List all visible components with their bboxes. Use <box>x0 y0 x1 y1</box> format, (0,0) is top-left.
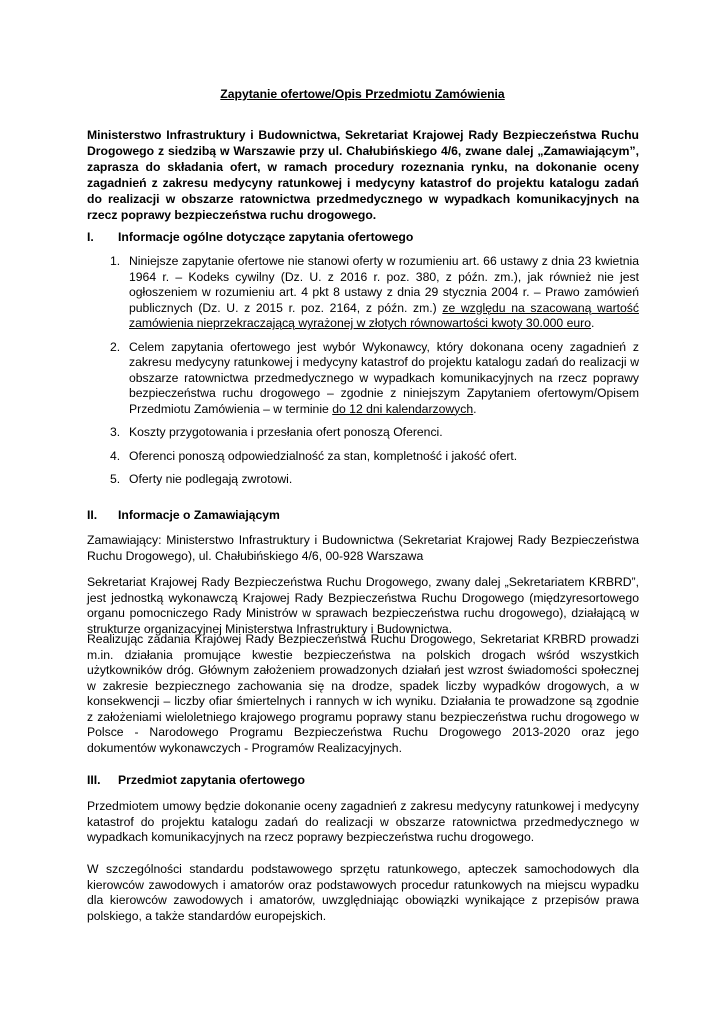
list-item-number: 1. <box>110 254 121 268</box>
section-3-paragraph-1: Przedmiotem umowy będzie dokonanie oceny zagadnień z zakresu medycyny ratunkowej i medycyny katastrof do projektu katalogu zadań do realizacji w obszarze ratownictwa przedmedycznego w wypadkach komunikacyjnych na rzecz poprawy bezpieczeństwa ruchu drogowego. <box>87 799 639 844</box>
section-1-title: Informacje ogólne dotyczące zapytania ofertowego <box>118 230 414 244</box>
section-3-paragraph-2: W szczególności standardu podstawowego sprzętu ratunkowego, apteczek samochodowych dla kierowców zawodowych i amatorów oraz podstawowych procedur ratunkowych na miejscu wypadku dla kierowców zawodowych i amatorów, uwzględniając obowiązki wynikające z przepisów prawa polskiego, a także standardów europejskich. <box>87 862 639 923</box>
list-item <box>110 340 639 418</box>
list-item-text <box>129 340 639 418</box>
list-item-text: Oferenci ponoszą odpowiedzialność za stan, kompletność i jakość ofert. <box>129 448 518 463</box>
list-item-number: 3. <box>110 425 121 439</box>
section-2-paragraph-1: Zamawiający: Ministerstwo Infrastruktury i Budownictwa (Sekretariat Krajowej Rady Bezpieczeństwa Ruchu Drogowego), ul. Chałubińskiego 4/6, 00-928 Warszawa <box>87 533 639 563</box>
list-item-underlined: ze względu na szacowaną wartość zamówienia nieprzekraczającą wyrażonej w złotych równowartości kwoty 30.000 euro <box>129 300 639 330</box>
list-item-number: 5. <box>110 472 121 486</box>
list-item <box>110 254 639 332</box>
list-item-body: Celem zapytania ofertowego jest wybór Wykonawcy, który dokonana oceny zagadnień z zakresu medycyny ratunkowej i medycyny katastrof do projektu katalogu zadań do realizacji w obszarze ratownictwa przedmedycznego w wypadkach komunikacyjnych na rzecz poprawy bezpieczeństwa ruchu drogowego – zgodnie z niniejszym Zapytaniem ofertowym/Opisem Przedmiotu Zamówienia – w terminie <box>129 339 639 416</box>
list-item-text <box>129 254 639 332</box>
list-item <box>110 449 639 465</box>
list-item-after: . <box>590 316 595 330</box>
section-2-paragraph-2: Sekretariat Krajowej Rady Bezpieczeństwa Ruchu Drogowego, zwany dalej „Sekretariatem KRBRD”, jest jednostką wykonawczą Krajowej Rady Bezpieczeństwa Ruchu Drogowego (międzyresortowego organu pomocniczego Rady Ministrów w sprawach bezpieczeństwa ruchu drogowego), działającą w strukturze organizacyjnej Ministerstwa Infrastruktury i Budownictwa. <box>87 575 639 636</box>
list-item-number: 2. <box>110 339 121 354</box>
section-2-number: II. <box>87 508 98 522</box>
list-item-number: 4. <box>110 448 121 463</box>
list-item-body: Niniejsze zapytanie ofertowe nie stanowi oferty w rozumieniu art. 66 ustawy z dnia 23 kwietnia 1964 r. – Kodeks cywilny (Dz. U. z 2016 r. poz. 380, z późn. zm.), jak również nie jest ogłoszeniem w rozumieniu art. 4 pkt 8 ustawy z dnia 29 stycznia 2004 r. – Prawo zamówień publicznych (Dz. U. z 2015 r. poz. 2164, z późn. zm.) <box>129 254 639 315</box>
list-item-text: Oferty nie podlegają zwrotowi. <box>129 472 293 486</box>
list-item <box>110 472 639 488</box>
list-item-underlined: do 12 dni kalendarzowych <box>332 401 474 416</box>
section-1-list <box>110 254 639 496</box>
section-3-title: Przedmiot zapytania ofertowego <box>118 773 305 787</box>
section-1-number: I. <box>87 230 94 244</box>
document-title: Zapytanie ofertowe/Opis Przedmiotu Zamówienia <box>220 87 505 101</box>
list-item <box>110 425 639 441</box>
list-item-text: Koszty przygotowania i przesłania ofert ponoszą Oferenci. <box>129 425 443 439</box>
list-item-after: . <box>473 401 477 416</box>
section-2-paragraph-3: Realizując zadania Krajowej Rady Bezpieczeństwa Ruchu Drogowego, Sekretariat KRBRD prowadzi m.in. działania promujące kwestie bezpieczeństwa na polskich drogach wśród wszystkich użytkowników dróg. Głównym założeniem prowadzonych działań jest wzrost świadomości społecznej w zakresie bezpiecznego zachowania się na drodze, spadek liczby wypadków drogowych, a w konsekwencji – liczby ofiar śmiertelnych i rannych w ich wyniku. Działania te prowadzone są zgodnie z założeniami wieloletniego krajowego programu poprawy stanu bezpieczeństwa ruchu drogowego w Polsce - Narodowego Programu Bezpieczeństwa Ruchu Drogowego 2013-2020 oraz jego dokumentów wykonawczych - Programów Realizacyjnych. <box>87 632 639 755</box>
section-2-title: Informacje o Zamawiającym <box>118 508 280 522</box>
section-3-number: III. <box>87 773 101 787</box>
intro-paragraph: Ministerstwo Infrastruktury i Budownictwa, Sekretariat Krajowej Rady Bezpieczeństwa Ruchu Drogowego z siedzibą w Warszawie przy ul. Chałubińskiego 4/6, zwane dalej „Zamawiającym”, zaprasza do składania ofert, w ramach procedury rozeznania rynku, na dokonanie oceny zagadnień z zakresu medycyny ratunkowej i medycyny katastrof do projektu katalogu zadań do realizacji w obszarze ratownictwa przedmedycznego w wypadkach komunikacyjnych na rzecz poprawy bezpieczeństwa ruchu drogowego. <box>87 128 639 222</box>
